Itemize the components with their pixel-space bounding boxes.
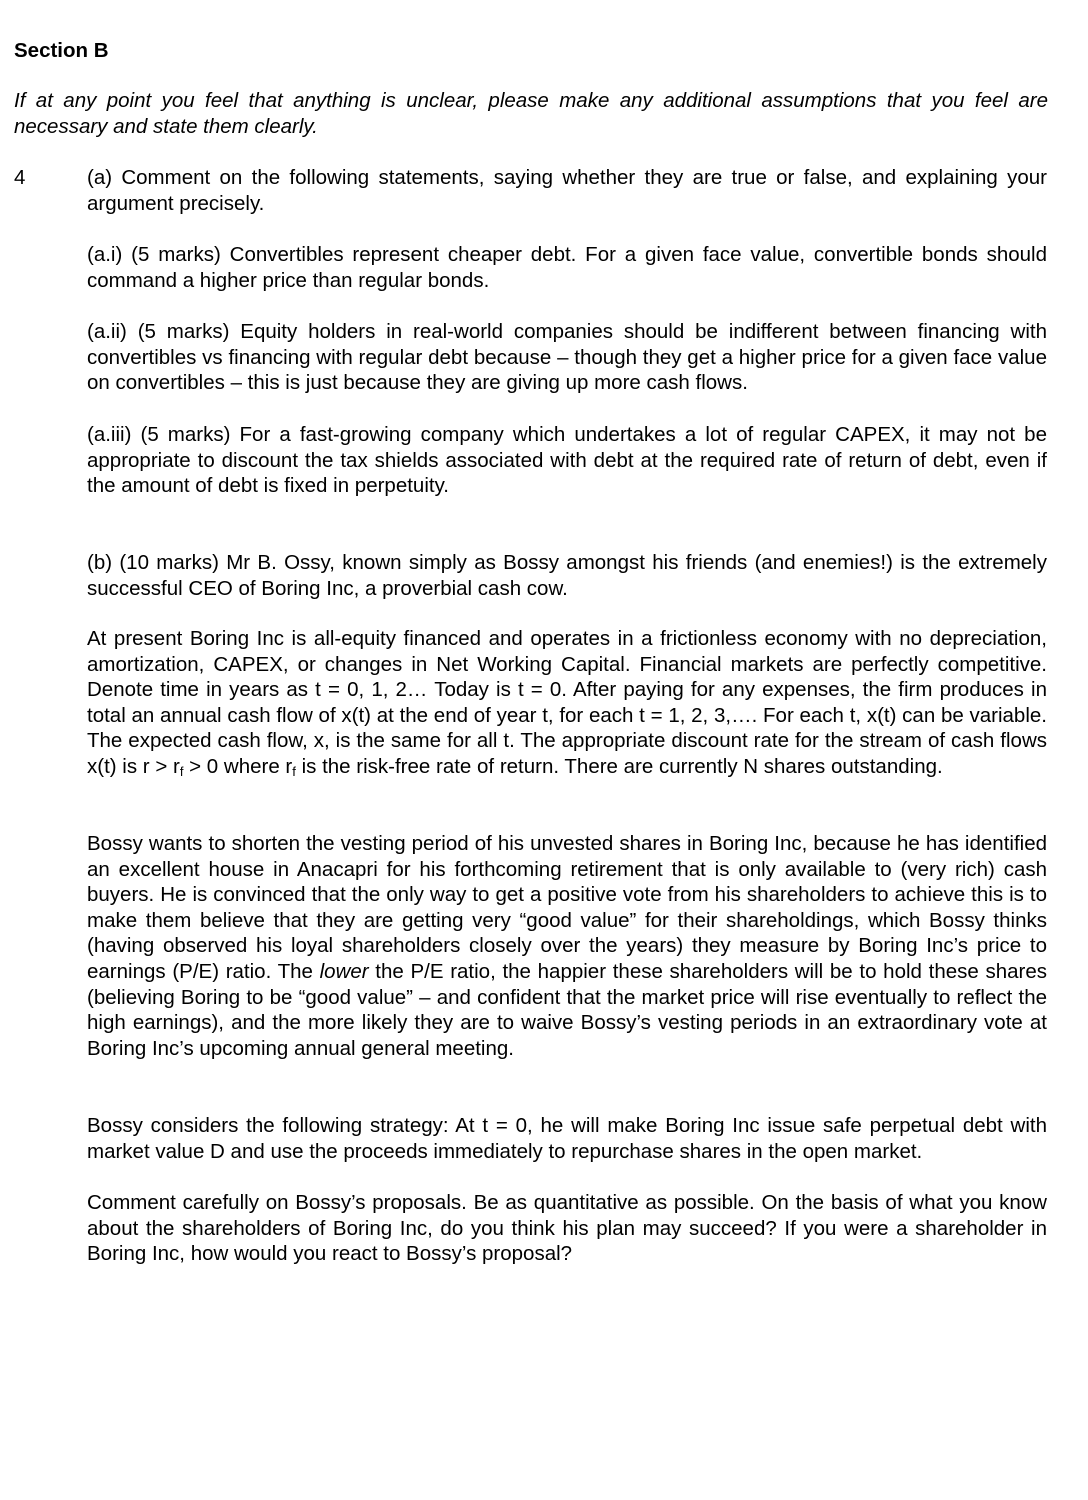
motive-text-start: Bossy wants to shorten the vesting period of his unvested shares in Boring Inc, because he has identified an excellent house in Anacapri for his forthcoming retirement that is only available to (very rich) cash buyers. He is convinced that the only way to get a positive vote from his shareholders to achieve this is to make them believe that they are getting very “good value” for their shareholdings, which Bossy thinks (having observed his loyal shareholders closely over the years) they measure by Boring Inc’s price to earnings (P/E) ratio. The xyxy=(87,832,1047,983)
section-title: Section B xyxy=(14,39,109,62)
question-part-a-ii: (a.ii) (5 marks) Equity holders in real-world companies should be indifferent between financing with convertibles vs financing with regular debt because – though they get a higher price for a given face value on convertibles – this is just because they are giving up more cash flows. xyxy=(87,320,1047,395)
part-b-paragraph-setup xyxy=(87,626,1047,780)
setup-text-start: At present Boring Inc is all-equity financed and operates in a frictionless economy with no depreciation, amortization, CAPEX, or changes in Net Working Capital. Financial markets are perfectly competitive. Denote time in years as t = 0, 1, 2… Today is t = 0. After paying for any expenses, the firm produces in total an annual cash flow of x(t) at the end of year t, for each t = 1, 2, 3,…. For each t, x(t) can be variable. The expected cash flow, x, is the same for all t. The appropriate discount rate for the stream of cash flows x(t) is r > r xyxy=(87,627,1047,778)
part-b-paragraph-bossy-motive xyxy=(87,831,1047,1061)
setup-text-end: is the risk-free rate of return. There are currently N shares outstanding. xyxy=(295,754,943,778)
question-part-a: (a) Comment on the following statements, saying whether they are true or false, and explaining your argument precisely. xyxy=(87,166,1047,215)
section-instructions: If at any point you feel that anything is unclear, please make any additional assumptions that you feel are necessary and state them clearly. xyxy=(14,89,1048,138)
risk-free-subscript: f xyxy=(179,763,184,779)
question-number: 4 xyxy=(14,166,26,189)
part-b-paragraph-strategy: Bossy considers the following strategy: At t = 0, he will make Boring Inc issue safe perpetual debt with market value D and use the proceeds immediately to repurchase shares in the open market. xyxy=(87,1114,1047,1163)
question-part-a-i: (a.i) (5 marks) Convertibles represent cheaper debt. For a given face value, convertible bonds should command a higher price than regular bonds. xyxy=(87,243,1047,292)
question-part-b: (b) (10 marks) Mr B. Ossy, known simply as Bossy amongst his friends (and enemies!) is the extremely successful CEO of Boring Inc, a proverbial cash cow. xyxy=(87,551,1047,600)
risk-free-subscript: f xyxy=(292,763,296,779)
part-b-paragraph-task: Comment carefully on Bossy’s proposals. Be as quantitative as possible. On the basis of what you know about the shareholders of Boring Inc, do you think his plan may succeed? If you were a shareholder in Boring Inc, how would you react to Bossy’s proposal? xyxy=(87,1191,1047,1266)
setup-text-middle: > 0 where r xyxy=(183,754,293,778)
question-part-a-iii: (a.iii) (5 marks) For a fast-growing company which undertakes a lot of regular CAPEX, it may not be appropriate to discount the tax shields associated with debt at the required rate of return of debt, even if the amount of debt is fixed in perpetuity. xyxy=(87,423,1047,498)
motive-text-end: the P/E ratio, the happier these shareholders will be to hold these shares (believing Boring to be “good value” – and confident that the market price will rise eventually to reflect the high earnings), and the more likely they are to waive Bossy’s vesting periods in an extraordinary vote at Boring Inc’s upcoming annual general meeting. xyxy=(87,959,1047,1060)
emphasis-lower: lower xyxy=(319,959,369,983)
